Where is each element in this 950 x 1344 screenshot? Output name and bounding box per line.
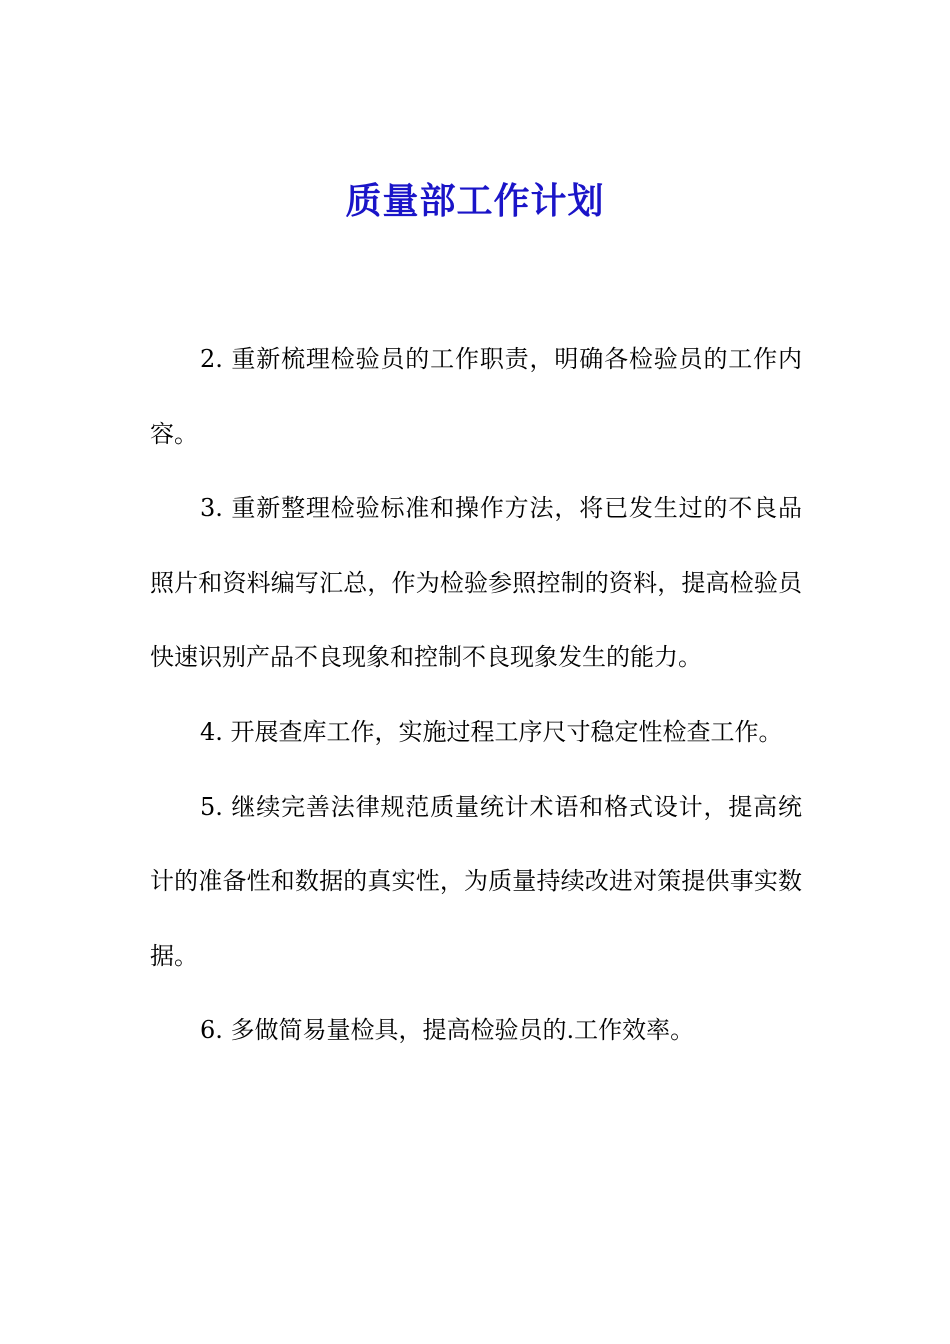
paragraph-item-5: 5. 继续完善法律规范质量统计术语和格式设计，提高统计的准备性和数据的真实性，为质量持续改进对策提供事实数据。 (150, 792, 802, 970)
paragraph-item-2: 2. 重新梳理检验员的工作职责，明确各检验员的工作内容。 (150, 345, 802, 448)
paragraph-item-4: 4. 开展查库工作，实施过程工序尺寸稳定性检查工作。 (200, 717, 783, 746)
page-title: 质量部工作计划 (345, 181, 605, 222)
paragraph-item-6: 6. 多做简易量检具，提高检验员的.工作效率。 (200, 1016, 695, 1045)
paragraph-item-3: 3. 重新整理检验标准和操作方法，将已发生过的不良品照片和资料编写汇总，作为检验参照控制的资料，提高检验员快速识别产品不良现象和控制不良现象发生的能力。 (150, 494, 802, 672)
document-body (150, 322, 802, 1068)
